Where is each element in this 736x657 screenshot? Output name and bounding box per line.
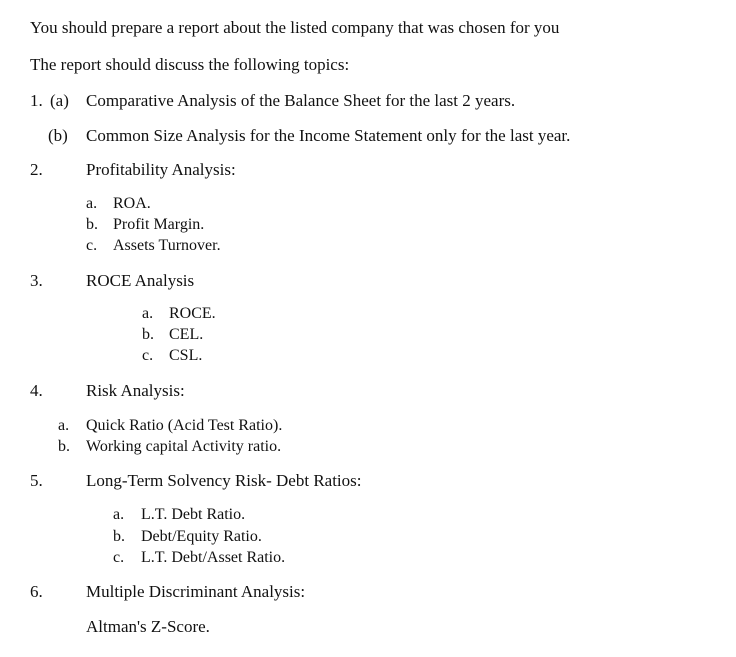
topic-2-title: Profitability Analysis:: [86, 160, 236, 179]
topic-3-item-b-marker: b.: [142, 326, 154, 343]
topic-4-item-a-text: Quick Ratio (Acid Test Ratio).: [86, 417, 283, 434]
topic-6-detail: Altman's Z-Score.: [86, 617, 210, 636]
topic-6-number: 6.: [30, 582, 43, 601]
topic-3-item-c-marker: c.: [142, 347, 154, 364]
topic-2-item-a-marker: a.: [86, 195, 98, 212]
topic-2-item-b-text: Profit Margin.: [113, 216, 205, 233]
topic-5-item-b-marker: b.: [113, 528, 125, 545]
topic-1a-text: Comparative Analysis of the Balance Sheet for the last 2 years.: [86, 91, 516, 110]
topic-1b-label: (b): [48, 126, 68, 145]
intro-line-2: The report should discuss the following topics:: [30, 55, 350, 74]
topic-2-item-c-text: Assets Turnover.: [113, 237, 221, 254]
topic-5-title: Long-Term Solvency Risk- Debt Ratios:: [86, 471, 362, 490]
topic-1a-label: (a): [50, 91, 69, 110]
topic-2-item-a-text: ROA.: [113, 195, 151, 212]
topic-5-item-c-text: L.T. Debt/Asset Ratio.: [141, 549, 286, 566]
topic-4-title: Risk Analysis:: [86, 381, 185, 400]
intro-line-1: You should prepare a report about the listed company that was chosen for you: [30, 18, 560, 37]
topic-3-item-a-marker: a.: [142, 305, 154, 322]
topic-3-item-a-text: ROCE.: [169, 305, 216, 322]
topic-5-item-c-marker: c.: [113, 549, 125, 566]
topic-4-item-a-marker: a.: [58, 417, 70, 434]
topic-2-item-c-marker: c.: [86, 237, 98, 254]
topic-2-item-b-marker: b.: [86, 216, 98, 233]
topic-3-item-c-text: CSL.: [169, 347, 203, 364]
topic-1b-text: Common Size Analysis for the Income Statement only for the last year.: [86, 126, 571, 145]
topic-5-item-b-text: Debt/Equity Ratio.: [141, 528, 262, 545]
topic-5-item-a-marker: a.: [113, 506, 125, 523]
topic-6-title: Multiple Discriminant Analysis:: [86, 582, 306, 601]
topic-3-item-b-text: CEL.: [169, 326, 204, 343]
topic-5-item-a-text: L.T. Debt Ratio.: [141, 506, 246, 523]
topic-3-title: ROCE Analysis: [86, 271, 195, 290]
topic-4-number: 4.: [30, 381, 43, 400]
topic-2-number: 2.: [30, 160, 43, 179]
topic-4-item-b-text: Working capital Activity ratio.: [86, 438, 282, 455]
topic-3-number: 3.: [30, 271, 43, 290]
topic-4-item-b-marker: b.: [58, 438, 70, 455]
topic-1-number: 1.: [30, 91, 43, 110]
topic-5-number: 5.: [30, 471, 43, 490]
